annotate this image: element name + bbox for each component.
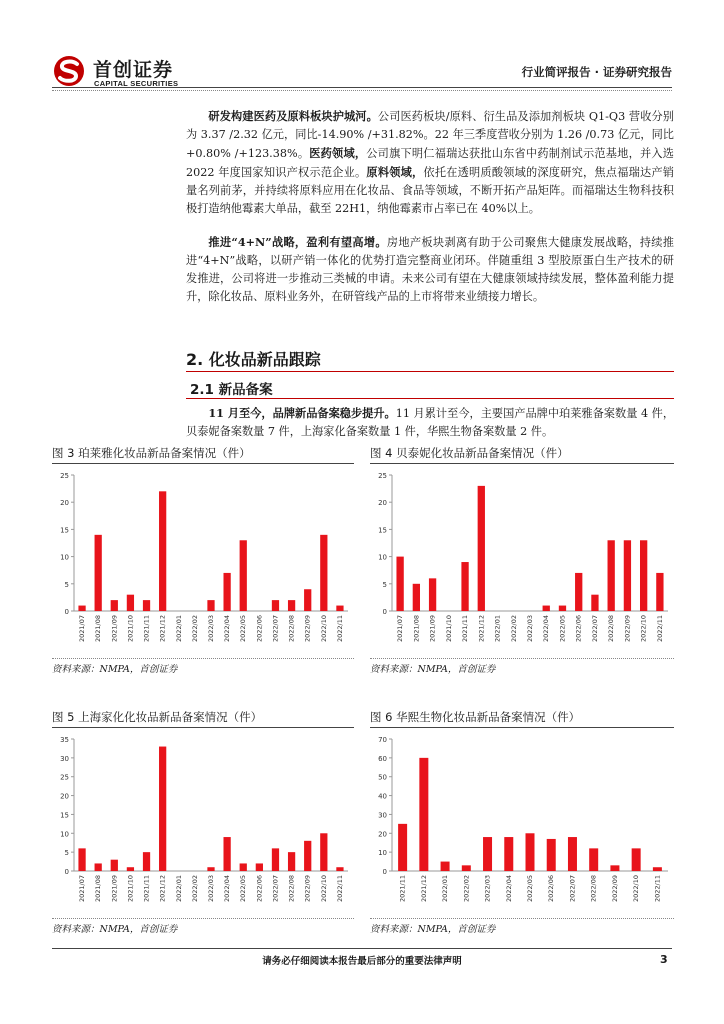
footer-rule	[52, 948, 672, 949]
y-tick-label: 5	[382, 580, 387, 589]
bar-2021/11	[143, 852, 150, 871]
logo-subtitle: CAPITAL SECURITIES	[94, 79, 179, 88]
bar-2022/06	[575, 573, 582, 611]
x-tick-label: 2022/04	[223, 615, 232, 643]
y-tick-label: 40	[378, 792, 387, 801]
chart-figure-5	[52, 731, 354, 915]
bar-2022/03	[483, 837, 492, 871]
x-tick-label: 2022/01	[493, 615, 502, 643]
x-tick-label: 2021/08	[94, 615, 103, 643]
para1-text3: 依托在透明质酸领域的深度研究，焦点福瑞达产销量名列前茅，并持续将原料应用在化妆品、食品等领域，不断开拓产品矩阵。而福瑞达生物科技积极打造纳他霉素大单品，截至 22H1，纳他霉素市占率已在 40%以上。	[186, 166, 674, 215]
bar-2022/01	[441, 862, 450, 871]
bar-2022/08	[608, 540, 615, 611]
x-tick-label: 2022/08	[287, 615, 296, 643]
bar-2022/09	[610, 865, 619, 871]
bar-2022/11	[656, 573, 663, 611]
x-tick-label: 2022/02	[509, 615, 518, 643]
bar-2022/07	[568, 837, 577, 871]
header-rule-dotted	[52, 90, 672, 91]
x-tick-label: 2022/06	[547, 875, 556, 903]
x-tick-label: 2022/08	[287, 875, 296, 903]
subsection-title: 2.1 新品备案	[190, 382, 273, 398]
figure-3-bottom-rule	[52, 658, 354, 659]
bar-2021/11	[398, 824, 407, 871]
y-tick-label: 20	[378, 830, 387, 839]
bar-2021/12	[159, 491, 166, 611]
bar-2022/04	[504, 837, 513, 871]
y-tick-label: 15	[60, 811, 69, 820]
paragraph-new-filings	[186, 404, 674, 441]
bar-2021/07	[396, 557, 403, 611]
figure-6-top-rule	[370, 727, 674, 728]
y-tick-label: 20	[60, 499, 69, 508]
x-tick-label: 2022/11	[653, 875, 662, 903]
bar-2022/08	[288, 600, 295, 611]
bar-2022/11	[336, 867, 343, 871]
x-tick-label: 2021/12	[477, 615, 486, 643]
x-tick-label: 2021/12	[158, 615, 167, 643]
bar-2021/10	[127, 867, 134, 871]
para1-bold3: 原料领域，	[366, 165, 424, 179]
bar-2022/02	[462, 865, 471, 871]
para2-lead: 推进“4+N”战略，盈利有望高增。	[208, 235, 387, 249]
x-tick-label: 2022/05	[526, 875, 534, 903]
x-tick-label: 2022/05	[558, 615, 567, 643]
x-tick-label: 2022/06	[255, 875, 264, 903]
bar-2021/09	[111, 860, 118, 871]
bar-2022/04	[543, 606, 550, 611]
x-tick-label: 2022/06	[574, 615, 583, 643]
company-logo-icon	[50, 55, 88, 87]
x-tick-label: 2022/11	[335, 615, 344, 643]
page-number: 3	[660, 953, 668, 966]
bar-2021/07	[78, 606, 85, 611]
bar-2022/10	[632, 848, 641, 871]
x-tick-label: 2021/11	[142, 875, 151, 903]
x-tick-label: 2022/08	[589, 875, 598, 903]
bar-2021/08	[95, 863, 102, 871]
y-tick-label: 25	[378, 472, 387, 480]
bar-2022/03	[207, 600, 214, 611]
bar-2021/08	[413, 584, 420, 611]
x-tick-label: 2022/04	[504, 875, 513, 903]
bar-2022/05	[240, 540, 247, 611]
x-tick-label: 2022/03	[526, 615, 534, 643]
chart-figure-6	[370, 731, 674, 915]
y-tick-label: 0	[382, 608, 387, 616]
y-tick-label: 30	[60, 754, 69, 763]
y-tick-label: 0	[64, 868, 69, 876]
x-tick-label: 2021/09	[110, 875, 119, 903]
figure-4-source: 资料来源：NMPA，首创证券	[370, 664, 496, 675]
bar-2022/09	[304, 589, 311, 611]
figure-6-bottom-rule	[370, 918, 674, 919]
bar-2021/09	[429, 578, 436, 611]
bar-2022/05	[240, 863, 247, 871]
subsection-rule	[186, 398, 674, 399]
x-tick-label: 2022/01	[441, 875, 450, 903]
para2-text: 房地产板块剥离有助于公司聚焦大健康发展战略，持续推进“4+N”战略，以研产销一体化的优势打造完整商业闭环。伴随重组 3 型胶原蛋白生产技术的研发推进，公司将进一步推动三类械的申请。未来公司有望在大健康领域持续发展，整体盈利能力提升，除化妆品、原料业务外，在研管线产品的上市将带来业绩接力增长。	[186, 236, 674, 303]
y-tick-label: 15	[378, 526, 387, 535]
bar-2021/09	[111, 600, 118, 611]
x-tick-label: 2021/10	[126, 875, 135, 903]
x-tick-label: 2022/05	[239, 875, 248, 903]
x-tick-label: 2022/03	[207, 615, 215, 643]
logo-name: 首创证券	[93, 59, 174, 81]
figure-4-bottom-rule	[370, 658, 674, 659]
x-tick-label: 2022/07	[271, 615, 280, 643]
bar-2021/12	[419, 758, 428, 871]
figure-4-title: 图 4 贝泰妮化妆品新品备案情况（件）	[370, 446, 569, 460]
x-tick-label: 2022/10	[639, 615, 648, 643]
bar-2022/07	[272, 848, 279, 871]
x-tick-label: 2022/09	[623, 615, 632, 643]
bar-2021/10	[127, 595, 134, 611]
bar-2021/12	[159, 747, 166, 871]
para3-text: 11 月累计至今，主要国产品牌中珀莱雅备案数量 4 件，贝泰妮备案数量 7 件，上海家化备案数量 1 件，华熙生物备案数量 2 件。	[186, 407, 675, 438]
figure-6-source: 资料来源：NMPA，首创证券	[370, 924, 496, 935]
x-tick-label: 2021/11	[398, 875, 407, 903]
y-tick-label: 5	[64, 849, 69, 858]
figure-5-top-rule	[52, 727, 354, 728]
paragraph-strategy	[186, 233, 674, 306]
x-tick-label: 2021/10	[444, 615, 453, 643]
header	[0, 0, 724, 95]
figure-5-source: 资料来源：NMPA，首创证券	[52, 924, 178, 935]
y-tick-label: 10	[60, 553, 69, 562]
x-tick-label: 2022/11	[335, 875, 344, 903]
para1-text2: 公司旗下明仁福瑞达获批山东省中药制剂试示范基地，并入选 2022 年度国家知识产权示范企业。	[186, 147, 674, 179]
y-tick-label: 15	[60, 526, 69, 535]
bar-2021/11	[143, 600, 150, 611]
x-tick-label: 2022/02	[462, 875, 471, 903]
y-tick-label: 25	[60, 773, 69, 782]
x-tick-label: 2021/11	[461, 615, 470, 643]
footer-disclaimer: 请务必仔细阅读本报告最后部分的重要法律声明	[262, 956, 462, 967]
x-tick-label: 2022/10	[319, 615, 328, 643]
x-tick-label: 2022/03	[483, 875, 492, 903]
x-tick-label: 2021/10	[126, 615, 135, 643]
header-rule	[52, 87, 672, 88]
x-tick-label: 2021/07	[78, 875, 87, 903]
x-tick-label: 2022/08	[607, 615, 616, 643]
bar-2022/05	[559, 606, 566, 611]
x-tick-label: 2021/08	[94, 875, 103, 903]
x-tick-label: 2022/06	[255, 615, 264, 643]
x-tick-label: 2022/10	[632, 875, 641, 903]
x-tick-label: 2022/02	[190, 615, 199, 643]
bar-2022/11	[653, 867, 662, 871]
figure-3-top-rule	[52, 463, 354, 464]
y-tick-label: 25	[60, 472, 69, 480]
chart-figure-3	[52, 467, 354, 655]
x-tick-label: 2022/01	[174, 615, 183, 643]
x-tick-label: 2022/09	[303, 615, 312, 643]
y-tick-label: 50	[378, 773, 387, 782]
y-tick-label: 35	[60, 736, 69, 744]
bar-2022/07	[591, 595, 598, 611]
y-tick-label: 5	[64, 580, 69, 589]
bar-2022/05	[526, 833, 535, 871]
y-tick-label: 70	[378, 736, 387, 744]
bar-2022/09	[304, 841, 311, 871]
x-tick-label: 2022/07	[590, 615, 599, 643]
figure-5-bottom-rule	[52, 918, 354, 919]
x-tick-label: 2022/07	[271, 875, 280, 903]
y-tick-label: 20	[60, 792, 69, 801]
x-tick-label: 2022/02	[190, 875, 199, 903]
bar-2021/07	[78, 848, 85, 871]
bar-2022/08	[288, 852, 295, 871]
bar-2022/10	[320, 535, 327, 611]
y-tick-label: 10	[60, 830, 69, 839]
x-tick-label: 2021/09	[110, 615, 119, 643]
bar-2022/07	[272, 600, 279, 611]
x-tick-label: 2022/09	[303, 875, 312, 903]
x-tick-label: 2022/01	[174, 875, 183, 903]
x-tick-label: 2022/03	[207, 875, 215, 903]
para1-lead: 研发构建医药及原料板块护城河。	[208, 109, 378, 123]
section-title: 2. 化妆品新品跟踪	[186, 350, 321, 369]
bar-2022/04	[223, 837, 230, 871]
x-tick-label: 2021/12	[158, 875, 167, 903]
x-tick-label: 2021/07	[396, 615, 405, 643]
x-tick-label: 2022/11	[655, 615, 664, 643]
bar-2022/11	[336, 606, 343, 611]
figure-4-top-rule	[370, 463, 674, 464]
x-tick-label: 2022/07	[568, 875, 577, 903]
bar-2022/10	[320, 833, 327, 871]
para3-lead: 11 月至今，品牌新品备案稳步提升。	[208, 406, 396, 420]
y-tick-label: 0	[64, 608, 69, 616]
bar-2022/04	[223, 573, 230, 611]
bar-2021/12	[478, 486, 485, 611]
y-tick-label: 0	[382, 868, 387, 876]
x-tick-label: 2022/10	[319, 875, 328, 903]
x-tick-label: 2021/12	[419, 875, 428, 903]
figure-6-title: 图 6 华熙生物化妆品新品备案情况（件）	[370, 710, 581, 724]
bar-2022/08	[589, 848, 598, 871]
y-tick-label: 30	[378, 811, 387, 820]
bar-2021/11	[461, 562, 468, 611]
para1-bold2: 医药领域，	[309, 146, 367, 160]
figure-5-title: 图 5 上海家化化妆品新品备案情况（件）	[52, 710, 263, 724]
figure-3-title: 图 3 珀莱雅化妆品新品备案情况（件）	[52, 446, 251, 460]
report-type: 行业简评报告 · 证券研究报告	[521, 65, 672, 79]
bar-2022/06	[256, 863, 263, 871]
bar-2022/06	[547, 839, 556, 871]
x-tick-label: 2021/07	[78, 615, 87, 643]
y-tick-label: 10	[378, 849, 387, 858]
figure-3-source: 资料来源：NMPA，首创证券	[52, 664, 178, 675]
bar-2021/08	[95, 535, 102, 611]
x-tick-label: 2022/04	[542, 615, 551, 643]
x-tick-label: 2021/09	[428, 615, 437, 643]
y-tick-label: 60	[378, 754, 387, 763]
bar-2022/03	[207, 867, 214, 871]
y-tick-label: 20	[378, 499, 387, 508]
x-tick-label: 2022/05	[239, 615, 248, 643]
x-tick-label: 2021/11	[142, 615, 151, 643]
x-tick-label: 2022/04	[223, 875, 232, 903]
para1-text1: 公司医药板块/原料、衍生品及添加剂板块 Q1-Q3 营收分别为 3.37 /2.32 亿元，同比-14.90% /+31.82%。22 年三季度营收分别为 1.26 /0.73 亿元，同比+0.80% /+123.38%。	[186, 110, 674, 160]
bar-2022/10	[640, 540, 647, 611]
chart-figure-4	[370, 467, 674, 655]
x-tick-label: 2022/09	[610, 875, 619, 903]
bar-2022/09	[624, 540, 631, 611]
section-rule	[186, 371, 674, 372]
paragraph-rd-moat	[186, 107, 674, 218]
y-tick-label: 10	[378, 553, 387, 562]
x-tick-label: 2021/08	[412, 615, 421, 643]
